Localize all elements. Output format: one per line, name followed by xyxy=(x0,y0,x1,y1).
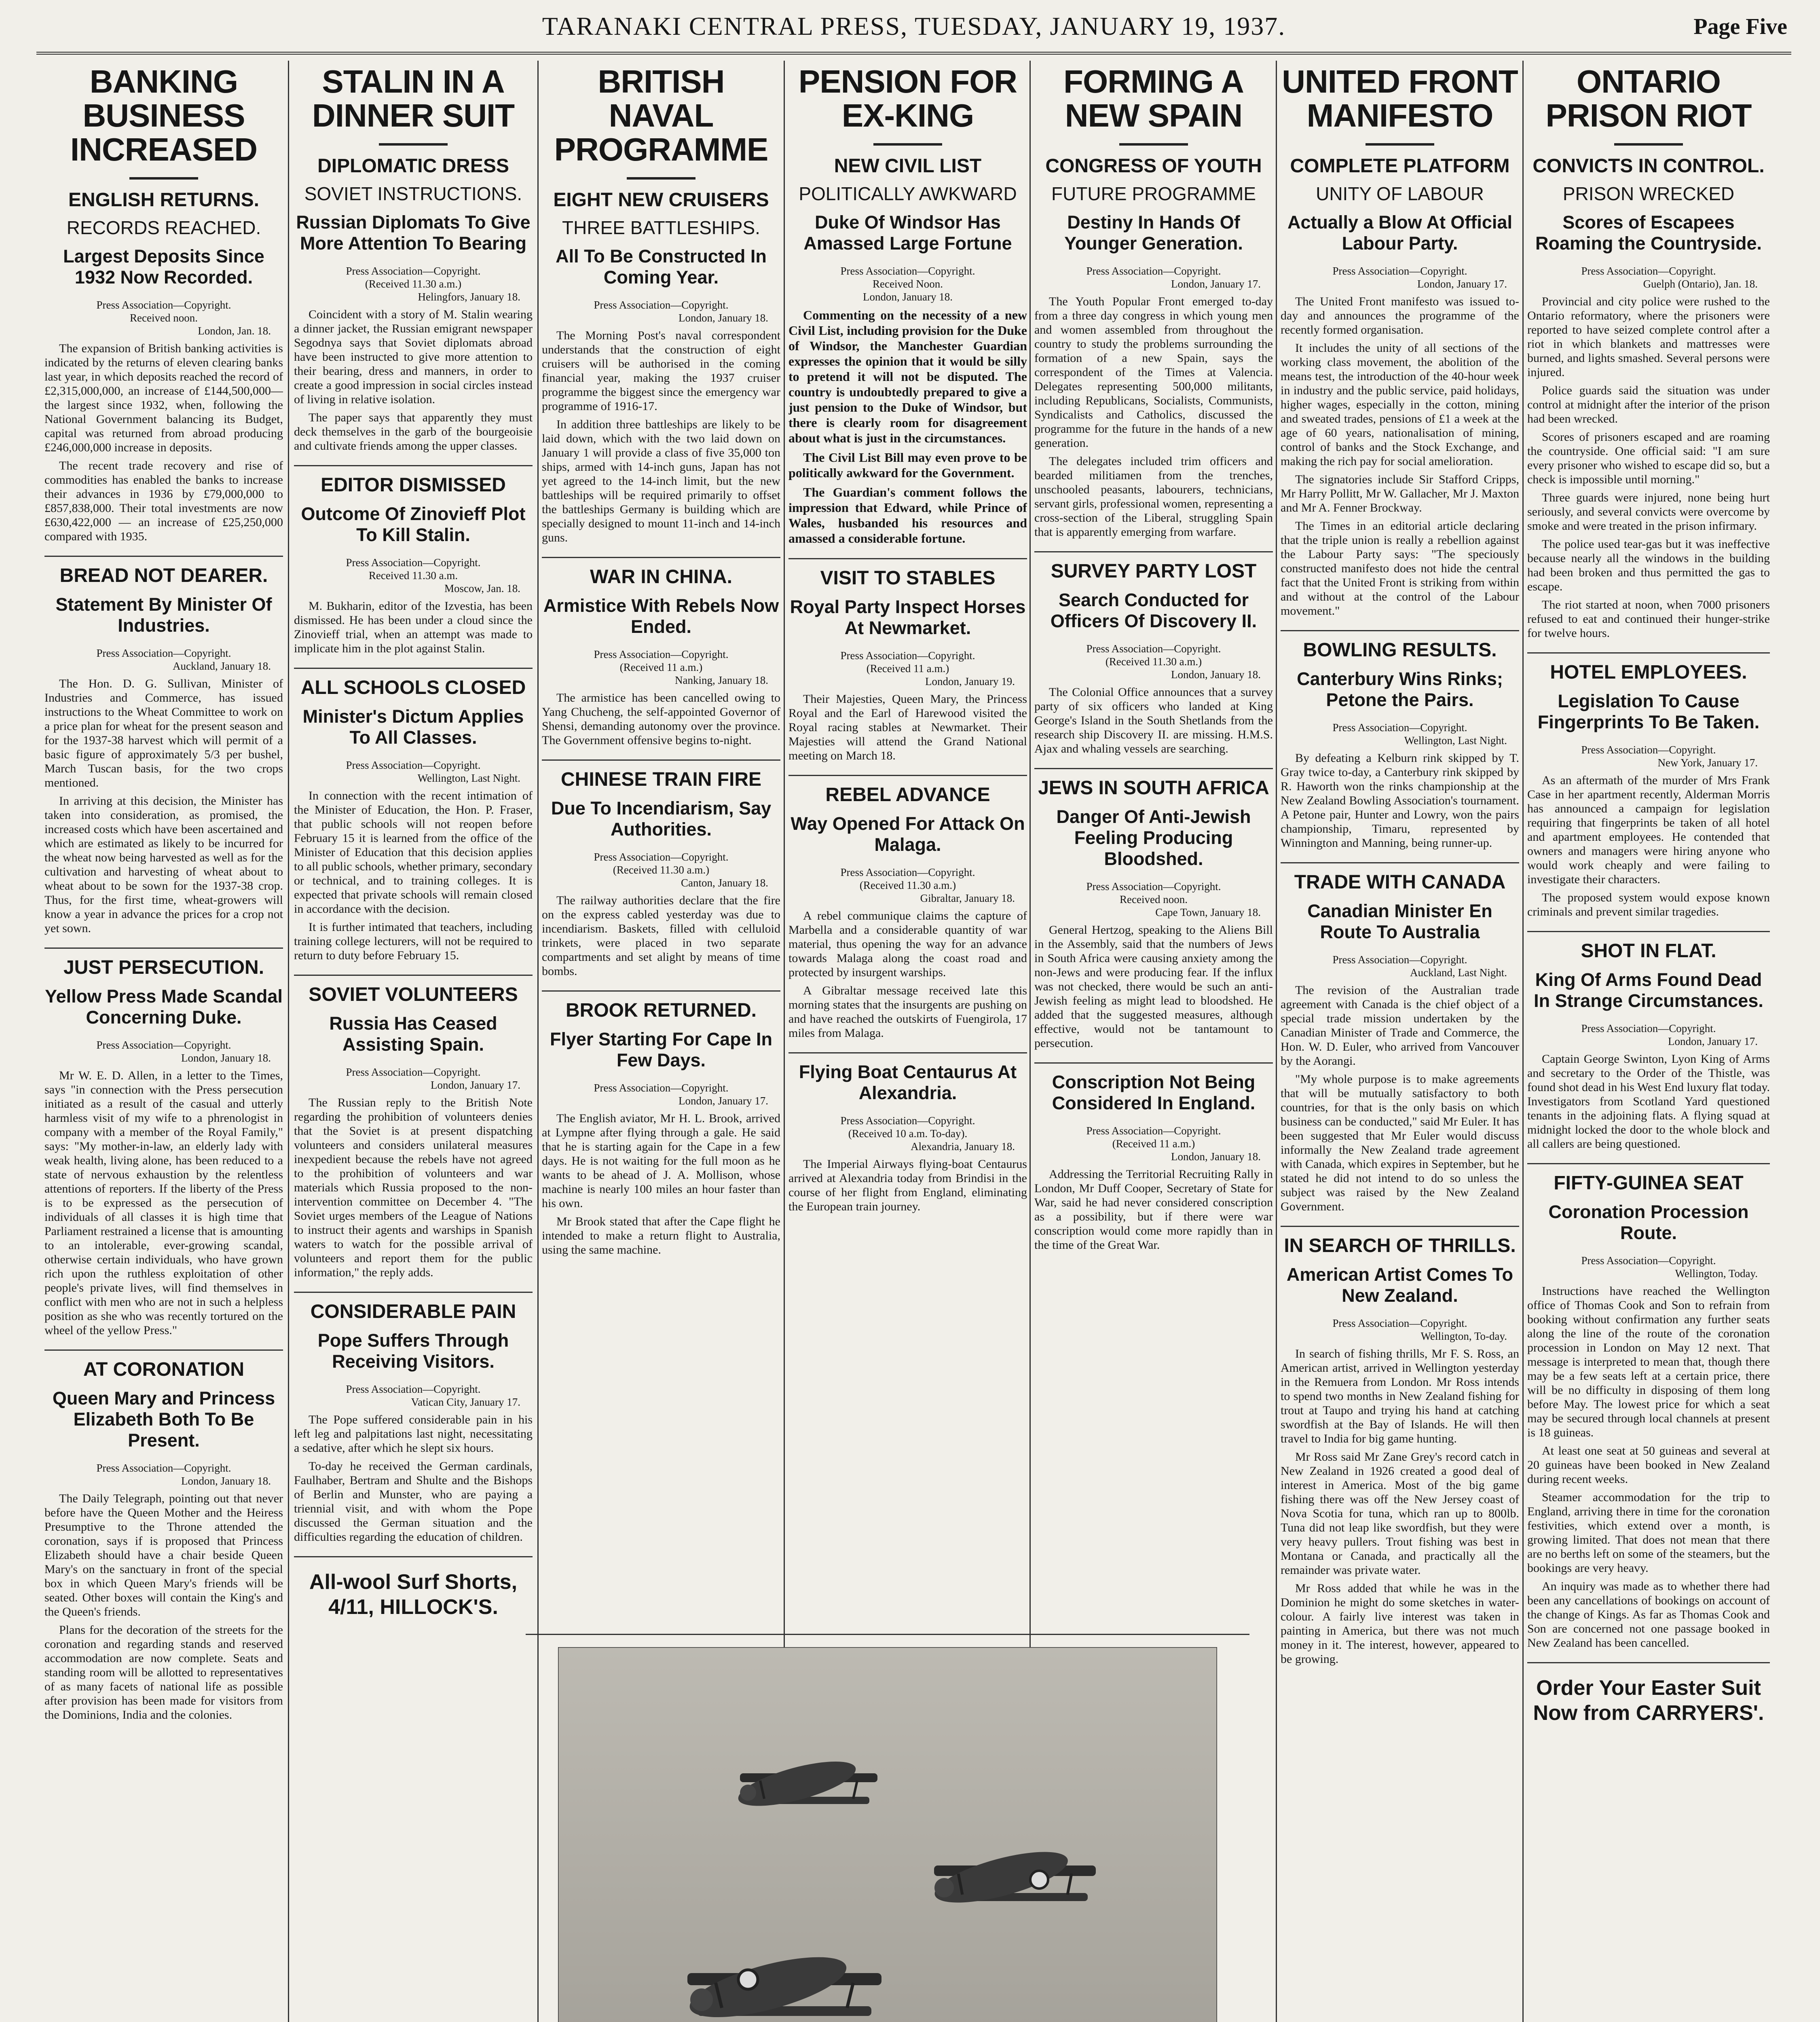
article-new-spain xyxy=(1034,65,1273,539)
column-1 xyxy=(44,61,283,2022)
paragraph: Captain George Swinton, Lyon King of Arms and secretary to the Order of the Thistle, was found shot dead in his West End luxury flat today. Investigators from Scotland Yard questioned tenants in the adjoining flats. A flying squad at midnight locked the door to the whole block and all callers are being questioned. xyxy=(1527,1052,1770,1151)
divider xyxy=(294,668,533,669)
article-jews-south-africa xyxy=(1034,777,1273,1050)
divider xyxy=(294,465,533,466)
headline: FORMING A NEW SPAIN xyxy=(1063,63,1244,133)
headline: BREAD NOT DEARER. xyxy=(59,565,268,586)
paragraph: Their Majesties, Queen Mary, the Princess Royal and the Earl of Harewood visited the Royal racing stables at Newmarket. Their Majesties will attend the Grand National meeting on March 18. xyxy=(788,692,1027,762)
paragraph: The riot started at noon, when 7000 prisoners refused to eat and continued their hunger-strike for twelve hours. xyxy=(1527,598,1770,640)
paragraph: A rebel communique claims the capture of Marbella and a considerable quantity of war material, thus opening the way for an advance towards Malaga along the coast road and protected by insurgent warships. xyxy=(788,909,1027,979)
headline: JUST PERSECUTION. xyxy=(63,957,264,978)
article-naval xyxy=(542,65,780,545)
paragraph: The Imperial Airways flying-boat Centaurus arrived at Alexandria today from Brindisi in the course of her flight from England, eliminating the European train journey. xyxy=(788,1157,1027,1213)
paragraph: The Hon. D. G. Sullivan, Minister of Industries and Commerce, has issued instructions to the Wheat Committee to work on a price plan for wheat for the present season and for the 1937-38 harvest which will permit of a basic figure of approximately 5/3 per bushel, March Tuscan basis, for the two crops mentioned. xyxy=(44,677,283,789)
credit-line: Press Association—Copyright. xyxy=(1581,1254,1716,1267)
headline: STALIN IN A DINNER SUIT xyxy=(312,63,515,133)
received-line: (Received 11.30 a.m.) xyxy=(859,879,956,891)
dateline: Helingfors, January 18. xyxy=(418,291,520,303)
deck: Scores of Escapees Roaming the Countryside. xyxy=(1535,212,1762,254)
deck: Russia Has Ceased Assisting Spain. xyxy=(329,1013,497,1055)
paragraph: The Youth Popular Front emerged to-day from a three day congress in which young men and women assembled from throughout the country to study the problems surrounding the formation of a new Spain, says the correspondent of the Times at Valencia. Delegates representing 500,000 militants, including Republicans, Socialists, Communists, Syndicalists and Catholics, discussed the programme for the future in the hands of a new generation. xyxy=(1034,295,1273,450)
article-pension xyxy=(788,65,1027,546)
divider xyxy=(1614,143,1683,146)
article-survey-party xyxy=(1034,560,1273,756)
divider xyxy=(1119,143,1188,146)
paragraph: The recent trade recovery and rise of commodities has enabled the banks to increase their advances in 1936 by £79,000,000 to £857,838,000. Their total investments are now £630,422,000 — an increase of £25,250,000 compared with 1935. xyxy=(44,459,283,543)
dateline: Guelph (Ontario), Jan. 18. xyxy=(1643,278,1758,290)
paragraph: The police used tear-gas but it was ineffective because nearly all the windows in the building had been broken and thus permitted the gas to escape. xyxy=(1527,537,1770,593)
article-prison-riot xyxy=(1527,65,1770,640)
headline: ALL SCHOOLS CLOSED xyxy=(300,677,526,698)
credit-line: Press Association—Copyright. xyxy=(96,299,231,311)
dateline: New York, January 17. xyxy=(1657,757,1758,769)
divider xyxy=(1366,143,1434,146)
paragraph: By defeating a Kelburn rink skipped by T. Gray twice to-day, a Canterbury rink skipped by R. Haworth won the rinks championship at the New Zealand Bowling Association's tournament. A Petone pair, Hunter and Lowry, won the pairs championship, Timaru, represented by Winnington and Manning, being runner-up. xyxy=(1281,751,1519,850)
headline: CONSIDERABLE PAIN xyxy=(310,1301,516,1322)
article-banking xyxy=(44,65,283,544)
deck: Flyer Starting For Cape In Few Days. xyxy=(550,1029,773,1070)
paragraph: "My whole purpose is to make agreements that will be mutually satisfactory to both countries, for that is the only basis on which business can be conducted," said Mr Euler. It has been suggested that Mr Euler would discuss informally the New Zealand trade agreement with Canada, which expires in September, but he stated he did not intend to do so unless the subject was raised by the New Zealand Government. xyxy=(1281,1072,1519,1213)
paragraph: General Hertzog, speaking to the Aliens Bill in the Assembly, said that the numbers of Jews in South Africa were causing anxiety among the non-Jews and were producing fear. If the influx was not checked, there would be such an anti-Jewish feeling as might lead to bloodshed. He added that the suggested measures, although effective, would not be tantamount to persecution. xyxy=(1034,923,1273,1050)
dateline: London, January 17. xyxy=(1171,278,1261,290)
dateline: Moscow, Jan. 18. xyxy=(444,582,520,594)
credit-line: Press Association—Copyright. xyxy=(840,649,975,662)
paragraph: Scores of prisoners escaped and are roaming the countryside. One official said: "I am sure every prisoner who wished to escape did so, but a check is impossible until morning." xyxy=(1527,430,1770,486)
divider xyxy=(1527,931,1770,932)
divider xyxy=(1034,768,1273,769)
paragraph: Mr Brook stated that after the Cape flight he intended to make a return flight to Australia, using the same machine. xyxy=(542,1215,780,1256)
paragraph: The Morning Post's naval correspondent understands that the construction of eight cruisers will be authorised in the coming financial year, making the 1937 cruiser programme the biggest since the emergency war programme of 1916-17. xyxy=(542,329,780,413)
subheading: UNITY OF LABOUR xyxy=(1316,183,1484,204)
paragraph: The proposed system would expose known criminals and prevent similar tragedies. xyxy=(1527,891,1770,918)
paragraph: The Colonial Office announces that a survey party of six officers who landed at King George's Island in the South Shetlands from the research ship Discovery II. are missing. H.M.S. Ajax and whaling vessels are searching. xyxy=(1034,685,1273,755)
paragraph: The English aviator, Mr H. L. Brook, arrived at Lympne after flying through a gale. He said that he is starting again for the Cape in a few days. He is not waiting for the full moon as he wants to be ahead of J. A. Mollison, whose machine is nearly 100 miles an hour faster than his own. xyxy=(542,1112,780,1210)
article-pain xyxy=(294,1301,533,1544)
received-line: (Received 11 a.m.) xyxy=(619,661,703,673)
paragraph: Commenting on the necessity of a new Civil List, including provision for the Duke of Windsor, the Manchester Guardian expresses the opinion that it would be silly to pretend it will not be disputed. The country is undoubtedly prepared to give a just pension to the Duke of Windsor, but there is clearly room for disagreement about what is just in the circumstances. xyxy=(788,308,1027,445)
received-line: (Received 11.30 a.m.) xyxy=(613,864,710,876)
subheading: POLITICALLY AWKWARD xyxy=(799,183,1017,204)
paragraph: The Daily Telegraph, pointing out that never before have the Queen Mother and the Heiress Presumptive to the Throne attended the coronation, says if is proposed that Princess Elizabeth should have a chair beside Queen Mary's on the sanctuary in front of the special box in which Queen Mary's friends will be seated. Other boxes will contain the King's and the Queen's friends. xyxy=(44,1492,283,1618)
credit-line: Press Association—Copyright. xyxy=(346,1066,481,1078)
credit-line: Press Association—Copyright. xyxy=(594,648,729,660)
article-coronation xyxy=(44,1359,283,1722)
deck: Outcome Of Zinovieff Plot To Kill Stalin. xyxy=(301,503,526,545)
divider xyxy=(1527,652,1770,654)
paper-dateline: TARANAKI CENTRAL PRESS, TUESDAY, JANUARY 19, 1937. xyxy=(542,12,1286,40)
paragraph: M. Bukharin, editor of the Izvestia, has been dismissed. He has been under a cloud since the Zinovieff trial, when an attempt was made to implicate him in the plot against Stalin. xyxy=(294,599,533,655)
paragraph: Mr Ross said Mr Zane Grey's record catch in New Zealand in 1926 created a good deal of interest in America. Most of the big game fishing there was off the New Jersey coast of Nova Scotia for tuna, which ran up to 800lb. Tuna did not leap like swordfish, but they were very heavy pullers. Trout fishing was best in Montana or Canada, and practically all the remainder was private water. xyxy=(1281,1450,1519,1577)
divider xyxy=(294,975,533,976)
advertisement: Order Your Easter Suit Now from CARRYERS'. xyxy=(1533,1676,1764,1725)
deck: Coronation Procession Route. xyxy=(1548,1201,1749,1243)
divider xyxy=(379,143,448,146)
received-line: Received noon. xyxy=(130,312,198,324)
dateline: Wellington, Last Night. xyxy=(417,772,520,784)
credit-line: Press Association—Copyright. xyxy=(1086,880,1221,893)
article-train-fire xyxy=(542,769,780,978)
paragraph: Instructions have reached the Wellington office of Thomas Cook and Son to refrain from booking without confirmation any further seats along the line of the route of the coronation procession in London on May 12 next. That message is interpreted to mean that, though there may be a few seats left at a certain price, there will be no difficulty in disposing of them long before May. The lowest price for which a seat may be secured through local channels at present is 18 guineas. xyxy=(1527,1284,1770,1439)
paragraph: In arriving at this decision, the Minister has taken into consideration, as promised, the increased costs which have been ascertained and which are estimated as likely to be incurred for the wheat now being harvested as well as for the cultivation and harvesting of wheat about to wheat about to be sown for the 1937-38 crop. Thus, for the first time, wheat-growers will know a year in advance the prices for a crop not yet sown. xyxy=(44,794,283,935)
deck: Russian Diplomats To Give More Attention To Bearing xyxy=(296,212,531,254)
dateline: Wellington, To-day. xyxy=(1420,1330,1507,1342)
credit-line: Press Association—Copyright. xyxy=(594,1082,729,1094)
headline: JEWS IN SOUTH AFRICA xyxy=(1038,777,1269,799)
paragraph: Mr W. E. D. Allen, in a letter to the Times, says "in connection with the Press persecution initiated as a result of the casual and utterly harmless visit of my wife to a phrenologist in company with a member of the Royal Family," says: "My mother-in-law, an elderly lady with weak health, living alone, has been reduced to a state of nervous exhaustion by the relentless attentions of reporters. If the liberty of the Press is to be expressed as the persecution of individuals of all classes it is high time that Parliament restrained a license that is amounting to an intolerable, ever-growing scandal, otherwise certain individuals, who have grown rich upon the ruthless exploitation of other people's private lives, will find themselves in conflict with men who are not in such a helpless position as she who was recently tortured on the wheel of the yellow Press." xyxy=(44,1069,283,1337)
dateline: Alexandria, January 18. xyxy=(911,1140,1015,1153)
deck: Minister's Dictum Applies To All Classes. xyxy=(302,706,524,748)
deck: Actually a Blow At Official Labour Party. xyxy=(1287,212,1512,254)
deck: Yellow Press Made Scandal Concerning Duke. xyxy=(45,986,283,1028)
deck: Canterbury Wins Rinks; Petone the Pairs. xyxy=(1297,668,1503,710)
headline: VISIT TO STABLES xyxy=(820,567,996,589)
divider xyxy=(1281,862,1519,863)
received-line: (Received 11 a.m.) xyxy=(1112,1138,1195,1150)
subheading: DIPLOMATIC DRESS xyxy=(317,155,509,177)
divider xyxy=(1281,1226,1519,1227)
paragraph: In addition three battleships are likely to be laid down, which with the two laid down on January 1 will provide a class of five 35,000 ton ships, armed with 14-inch guns, Japan has not yet agreed to the 14-inch limit, but the new battleships will be required primarily to offset the battleships Germany is building which are specially designed to mount 11-inch and 14-inch guns. xyxy=(542,418,780,544)
advertisement: All-wool Surf Shorts, 4/11, HILLOCK'S. xyxy=(309,1570,518,1619)
headline: BANKING BUSINESS INCREASED xyxy=(70,63,258,167)
divider xyxy=(1281,630,1519,631)
article-china xyxy=(542,566,780,747)
divider xyxy=(129,177,198,180)
deck: Legislation To Cause Fingerprints To Be Taken. xyxy=(1537,691,1760,732)
headline: HOTEL EMPLOYEES. xyxy=(1550,662,1747,683)
deck: Due To Incendiarism, Say Authorities. xyxy=(551,798,772,840)
subheading: RECORDS REACHED. xyxy=(66,217,261,238)
page-number: Page Five xyxy=(1693,14,1787,39)
column-rule xyxy=(288,61,289,2022)
paragraph: Coincident with a story of M. Stalin wearing a dinner jacket, the Russian emigrant newspaper Segodnya says that Soviet diplomats abroad have been instructed to give more attention to their bearing, dress and manners, in order to create a good impression in social circles instead of living in relative isolation. xyxy=(294,308,533,406)
divider xyxy=(294,1292,533,1293)
paragraph: The Pope suffered considerable pain in his left leg and palpitations last night, necessitating a sedative, after which he slept six hours. xyxy=(294,1413,533,1455)
headline: TRADE WITH CANADA xyxy=(1294,871,1506,893)
received-line: Received Noon. xyxy=(873,278,943,290)
credit-line: Press Association—Copyright. xyxy=(1086,643,1221,655)
article-bowling xyxy=(1281,639,1519,850)
dateline: Wellington, Last Night. xyxy=(1404,734,1507,747)
divider xyxy=(1034,1062,1273,1064)
paragraph: The paper says that apparently they must deck themselves in the garb of the bourgeoisie and cultivate friends among the upper classes. xyxy=(294,411,533,453)
deck: Statement By Minister Of Industries. xyxy=(55,594,272,636)
credit-line: Press Association—Copyright. xyxy=(1332,721,1467,734)
credit-line: Press Association—Copyright. xyxy=(346,556,481,569)
paragraph: It is further intimated that teachers, including training college lecturers, will not be required to return to duty before February 15. xyxy=(294,920,533,962)
paragraph: The Guardian's comment follows the impression that Edward, while Prince of Wales, husbanded his resources and amassed a considerable fortune. xyxy=(788,485,1027,546)
paragraph: The revision of the Australian trade agreement with Canada is the chief object of a special trade mission undertaken by the Canadian Minister of Trade and Commerce, the Hon. W. D. Euler, who arrived from Vancouver by the Aorangi. xyxy=(1281,984,1519,1068)
paragraph: It includes the unity of all sections of the working class movement, the abolition of the means test, the introduction of the 40-hour week in industry and the public service, paid holidays, higher wages, especially in the cotton, mining and sweated trades, pensions of £1 a week at the age of 60 years, nationalisation of mining, control of banks and the Stock Exchange, and making the rich pay for social amelioration. xyxy=(1281,341,1519,468)
paragraph: The signatories include Sir Stafford Cripps, Mr Harry Pollitt, Mr W. Gallacher, Mr J. Maxton and Mr A. Fenner Brockway. xyxy=(1281,473,1519,514)
paragraph: The Russian reply to the British Note regarding the prohibition of volunteers denies that the Soviet is at present dispatching volunteers and considers unilateral measures inexpedient because the rebels have not agreed to the prohibition of volunteers and war materials which Russia proposed to the non-intervention committee on December 4. "The Soviet urges members of the League of Nations to instruct their agents and warships in Spanish waters to watch for the possible arrival of volunteers and report them for the public information," the reply adds. xyxy=(294,1096,533,1279)
received-line: Received noon. xyxy=(1120,893,1188,905)
article-stalin xyxy=(294,65,533,453)
article-hotel-employees xyxy=(1527,662,1770,919)
divider xyxy=(44,1349,283,1351)
headline: FIFTY-GUINEA SEAT xyxy=(1554,1172,1744,1194)
subheading: NEW CIVIL LIST xyxy=(834,155,982,177)
headline: WAR IN CHINA. xyxy=(590,566,732,588)
subheading: CONVICTS IN CONTROL. xyxy=(1533,155,1765,177)
paragraph: Provincial and city police were rushed to the Ontario reformatory, where the prisoners were reported to have seized complete control after a riot in which blankets and mattresses were burned, and lights smashed. Several persons were injured. xyxy=(1527,295,1770,379)
credit-line: Press Association—Copyright. xyxy=(346,1383,481,1395)
article-manifesto xyxy=(1281,65,1519,618)
credit-line: Press Association—Copyright. xyxy=(1581,744,1716,756)
paragraph: An inquiry was made as to whether there had been any cancellations of bookings on account of the change of Kings. As far as Thomas Cook and Son are concerned not one passage booked in New Zealand has been cancelled. xyxy=(1527,1580,1770,1650)
headline: SOVIET VOLUNTEERS xyxy=(309,984,518,1005)
headline: SURVEY PARTY LOST xyxy=(1051,560,1257,582)
subheading: SOVIET INSTRUCTIONS. xyxy=(304,183,522,204)
headline: BROOK RETURNED. xyxy=(565,1000,757,1021)
dateline: London, January 17. xyxy=(679,1095,768,1107)
subheading: CONGRESS OF YOUTH xyxy=(1045,155,1262,177)
article-persecution xyxy=(44,957,283,1337)
divider xyxy=(1527,1662,1770,1663)
received-line: (Received 10 a.m. To-day). xyxy=(848,1127,968,1140)
dateline: London, January 19. xyxy=(925,675,1015,687)
divider xyxy=(542,557,780,558)
headline: Flying Boat Centaurus At Alexandria. xyxy=(799,1062,1017,1103)
paragraph: In search of fishing thrills, Mr F. S. Ross, an American artist, arrived in Wellington yesterday in the Remuera from London. Mr Ross intends to spend two months in New Zealand fishing for trout at Taupo and trying his hand at catching swordfish at the Bay of Islands. He will then travel to India for big game hunting. xyxy=(1281,1347,1519,1445)
credit-line: Press Association—Copyright. xyxy=(96,1462,231,1474)
credit-line: Press Association—Copyright. xyxy=(346,265,481,277)
dateline: Vatican City, January 17. xyxy=(411,1396,520,1408)
article-brook xyxy=(542,1000,780,1257)
headline: EDITOR DISMISSED xyxy=(321,474,506,496)
deck: All To Be Constructed In Coming Year. xyxy=(556,246,767,288)
credit-line: Press Association—Copyright. xyxy=(346,759,481,771)
deck: American Artist Comes To New Zealand. xyxy=(1286,1264,1513,1306)
deck: Danger Of Anti-Jewish Feeling Producing Bloodshed. xyxy=(1056,806,1251,869)
dateline: Wellington, Today. xyxy=(1675,1267,1758,1280)
article-editor xyxy=(294,474,533,656)
credit-line: Press Association—Copyright. xyxy=(1086,1125,1221,1137)
headline: IN SEARCH OF THRILLS. xyxy=(1284,1235,1516,1256)
credit-line: Press Association—Copyright. xyxy=(96,647,231,659)
credit-line: Press Association—Copyright. xyxy=(1332,265,1467,277)
paragraph: Police guards said the situation was under control at midnight after the interior of the prison had been wrecked. xyxy=(1527,384,1770,425)
deck: Duke Of Windsor Has Amassed Large Fortune xyxy=(803,212,1012,254)
dateline: London, January 17. xyxy=(1417,278,1507,290)
dateline: London, January 18. xyxy=(181,1052,271,1064)
dateline: Auckland, Last Night. xyxy=(1410,967,1507,979)
divider xyxy=(627,177,695,180)
headline: Conscription Not Being Considered In England. xyxy=(1052,1072,1256,1113)
received-line: (Received 11 a.m.) xyxy=(866,662,949,675)
credit-line: Press Association—Copyright. xyxy=(840,1115,975,1127)
paragraph: The armistice has been cancelled owing to Yang Chucheng, the self-appointed Governor of Shensi, demanding autonomy over the province. The Government offensive begins to-night. xyxy=(542,691,780,747)
dateline: Gibraltar, January 18. xyxy=(920,892,1015,904)
subheading: ENGLISH RETURNS. xyxy=(68,189,260,211)
divider xyxy=(542,759,780,761)
paragraph: Steamer accommodation for the trip to England, arriving there in time for the coronation festivities, which extend over a month, is growing limited. That does not mean that there are no berths left on some of the steamers, but the bookings are very heavy. xyxy=(1527,1491,1770,1575)
credit-line: Press Association—Copyright. xyxy=(1086,265,1221,277)
paragraph: Three guards were injured, none being hurt seriously, and several convicts were overcome by smoke and were treated in the prison infirmary. xyxy=(1527,491,1770,533)
headline: PENSION FOR EX-KING xyxy=(798,63,1017,133)
subheading: EIGHT NEW CRUISERS xyxy=(553,189,769,211)
headline: ONTARIO PRISON RIOT xyxy=(1545,63,1752,133)
subheading: COMPLETE PLATFORM xyxy=(1290,155,1510,177)
column-rule xyxy=(1522,61,1524,2022)
dateline: Cape Town, January 18. xyxy=(1155,906,1261,918)
article-trade-canada xyxy=(1281,871,1519,1214)
deck: Armistice With Rebels Now Ended. xyxy=(543,595,779,637)
paragraph: The railway authorities declare that the fire on the express cabled yesterday was due to incendiarism. Baskets, filled with celluloid trinkets, were placed in two separate compartments and set alight by means of time bombs. xyxy=(542,894,780,978)
paragraph: Addressing the Territorial Recruiting Rally in London, Mr Duff Cooper, Secretary of State for War, said he had never considered conscription as a possibility, but if there were war conscription would come more rapidly than in the time of the Great War. xyxy=(1034,1168,1273,1252)
credit-line: Press Association—Copyright. xyxy=(1332,954,1467,966)
dateline: London, January 18. xyxy=(863,291,953,303)
received-line: (Received 11.30 a.m.) xyxy=(1105,656,1202,668)
article-guinea-seat xyxy=(1527,1172,1770,1650)
deck: Way Opened For Attack On Malaga. xyxy=(791,813,1025,855)
divider xyxy=(788,1052,1027,1053)
masthead xyxy=(36,11,1791,55)
paragraph: In connection with the recent intimation of the Minister of Education, the Hon. P. Fraser, that public schools will not reopen before February 15 it is learned from the office of the Minister of Education that this decision applies to all public schools, whether primary, secondary or technical, and to training colleges. It is expected that private schools will remain closed in accordance with the decision. xyxy=(294,789,533,916)
divider xyxy=(44,556,283,557)
dateline: Auckland, January 18. xyxy=(173,660,271,672)
deck: Royal Party Inspect Horses At Newmarket. xyxy=(790,596,1026,638)
deck: Destiny In Hands Of Younger Generation. xyxy=(1064,212,1243,254)
divider xyxy=(1527,1163,1770,1164)
dateline: Nanking, January 18. xyxy=(675,674,768,686)
divider xyxy=(294,1556,533,1557)
credit-line: Press Association—Copyright. xyxy=(594,851,729,863)
credit-line: Press Association—Copyright. xyxy=(1332,1317,1467,1329)
dateline: London, January 17. xyxy=(1668,1035,1758,1047)
paragraph: The expansion of British banking activities is indicated by the returns of eleven clearing banks last year, in which deposits reached the record of £2,315,000,000, an increase of £144,500,000—the largest since 1932, when, following the National Government balancing its Budget, capital was returned from abroad producing £246,000,000 increase in deposits. xyxy=(44,342,283,454)
paragraph: The Civil List Bill may even prove to be politically awkward for the Government. xyxy=(788,450,1027,480)
dateline: London, January 18. xyxy=(181,1475,271,1487)
column-6 xyxy=(1281,61,1519,2022)
column-7 xyxy=(1527,61,1770,2022)
paragraph: The United Front manifesto was issued to-day and announces the programme of the recently formed organisation. xyxy=(1281,295,1519,336)
divider xyxy=(788,775,1027,776)
paragraph: To-day he received the German cardinals, Faulhaber, Bertram and Shulte and the Bishops of Berlin and Munster, who are paying a triennial visit, and with whom the Pope discussed the German situation and the difficulties regarding the education of children. xyxy=(294,1459,533,1544)
paragraph: The delegates included trim officers and bearded militiamen from the trenches, unschooled peasants, labourers, technicians, servant girls, professional women, representing a cross-section of the Liberal, struggling Spain that is apparently emerging from warfare. xyxy=(1034,455,1273,539)
headline: UNITED FRONT MANIFESTO xyxy=(1282,63,1518,133)
subheading: THREE BATTLESHIPS. xyxy=(562,217,760,238)
dateline: Canton, January 18. xyxy=(681,877,768,889)
credit-line: Press Association—Copyright. xyxy=(840,265,975,277)
received-line: (Received 11.30 a.m.) xyxy=(365,278,462,290)
divider xyxy=(542,990,780,992)
credit-line: Press Association—Copyright. xyxy=(840,866,975,878)
deck: Queen Mary and Princess Elizabeth Both To Be Present. xyxy=(52,1388,275,1451)
paragraph: Plans for the decoration of the streets for the coronation and regarding stands and reserved accommodation are now complete. Seats and standing room will be allotted to representatives of as many facets of national life as possible after provision has been made for visitors from the Dominions, India and the colonies. xyxy=(44,1623,283,1722)
deck: Search Conducted for Officers Of Discovery II. xyxy=(1050,590,1257,631)
divider xyxy=(1034,551,1273,552)
headline: AT CORONATION xyxy=(83,1359,245,1380)
deck: Pope Suffers Through Receiving Visitors. xyxy=(317,1330,509,1372)
paragraph: At least one seat at 50 guineas and several at 20 guineas have been booked in New Zealand during recent weeks. xyxy=(1527,1444,1770,1486)
paragraph: A Gibraltar message received late this morning states that the insurgents are pushing on and have reached the outskirts of Fuengirola, 17 miles from Malaga. xyxy=(788,984,1027,1040)
article-thrills xyxy=(1281,1235,1519,1666)
article-stables xyxy=(788,567,1027,763)
photo-block xyxy=(526,1634,1249,2022)
credit-line: Press Association—Copyright. xyxy=(594,299,729,311)
headline: SHOT IN FLAT. xyxy=(1581,940,1716,962)
aeroplanes-photo xyxy=(558,1647,1217,2022)
dateline: London, January 18. xyxy=(1171,668,1261,681)
headline: BOWLING RESULTS. xyxy=(1303,639,1497,661)
article-volunteers xyxy=(294,984,533,1280)
deck: Largest Deposits Since 1932 Now Recorded. xyxy=(63,246,264,288)
divider xyxy=(873,143,942,146)
article-rebel-advance xyxy=(788,784,1027,1040)
deck: King Of Arms Found Dead In Strange Circumstances. xyxy=(1534,969,1763,1011)
divider xyxy=(788,558,1027,559)
article-shot-in-flat xyxy=(1527,940,1770,1151)
paragraph: As an aftermath of the murder of Mrs Frank Case in her apartment recently, Alderman Morris has announced a campaign for legislation requiring that fingerprints be taken of all hotel and apartment employees. He contended that owners and managers were hiring anyone who would work cheaply and were failing to investigate their characters. xyxy=(1527,774,1770,886)
column-2 xyxy=(294,61,533,2022)
article-schools xyxy=(294,677,533,962)
article-bread xyxy=(44,565,283,935)
headline: CHINESE TRAIN FIRE xyxy=(560,769,762,790)
paragraph: The Times in an editorial article declaring that the triple union is really a rebellion against the Labour Party says: "The speciously constructed manifesto does not hide the central fact that the United Front is striking from within and without at the control of the Labour movement." xyxy=(1281,519,1519,618)
dateline: London, January 18. xyxy=(1171,1151,1261,1163)
article-conscription xyxy=(1034,1072,1273,1252)
subheading: FUTURE PROGRAMME xyxy=(1051,183,1256,204)
received-line: Received 11.30 a.m. xyxy=(368,569,458,582)
credit-line: Press Association—Copyright. xyxy=(1581,265,1716,277)
credit-line: Press Association—Copyright. xyxy=(1581,1022,1716,1034)
subheading: PRISON WRECKED xyxy=(1562,183,1735,204)
column-rule xyxy=(1276,61,1277,2022)
paragraph: Mr Ross added that while he was in the Dominion he might do some sketches in water-colour. A fairly live interest was taken in painting in America, but there was not much money in it. The interest, however, appeared to be growing. xyxy=(1281,1582,1519,1666)
headline: BRITISH NAVAL PROGRAMME xyxy=(554,63,768,167)
dateline: London, Jan. 18. xyxy=(198,325,271,337)
deck: Canadian Minister En Route To Australia xyxy=(1307,901,1492,942)
article-flying-boat xyxy=(788,1062,1027,1214)
divider xyxy=(44,948,283,949)
credit-line: Press Association—Copyright. xyxy=(96,1039,231,1051)
headline: REBEL ADVANCE xyxy=(825,784,990,806)
dateline: London, January 17. xyxy=(431,1079,520,1091)
dateline: London, January 18. xyxy=(679,312,768,324)
